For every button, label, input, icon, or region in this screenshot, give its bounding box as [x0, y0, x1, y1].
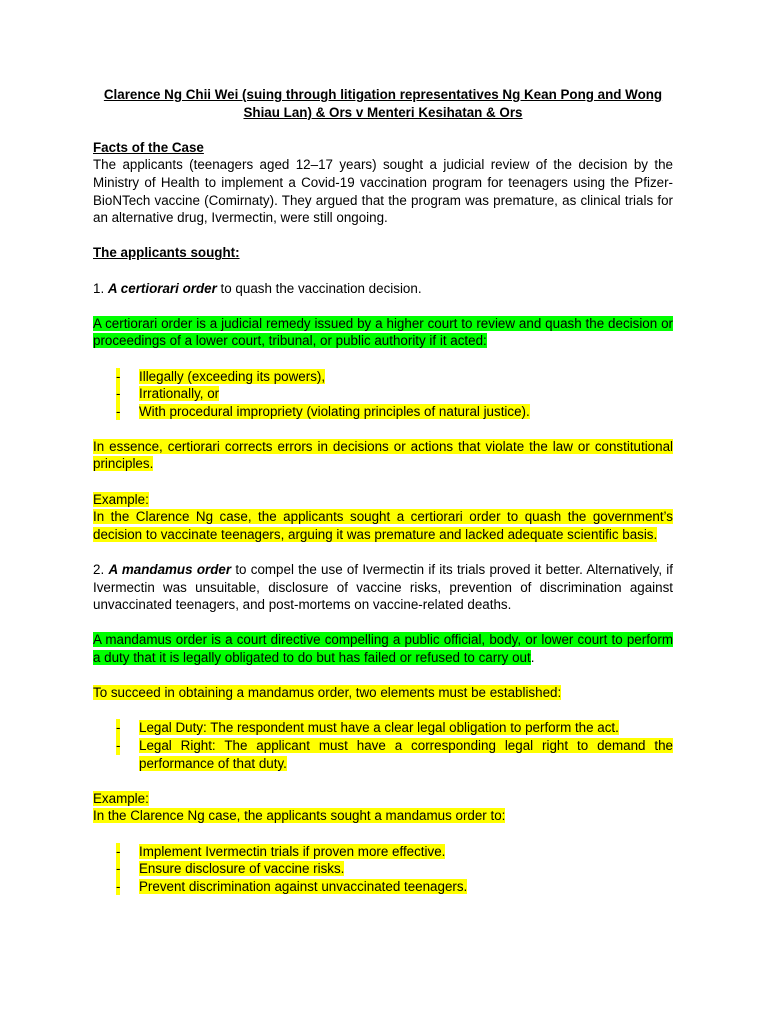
- certiorari-rest: to quash the vaccination decision.: [220, 280, 422, 296]
- facts-heading: Facts of the Case: [93, 139, 204, 155]
- certiorari-example-text: In the Clarence Ng case, the applicants sought a certiorari order to quash the government’s decision to vaccinate teenagers, arguing it was premature and lacked adequate scientific basis.: [93, 509, 673, 542]
- list-item: - Ensure disclosure of vaccine risks.: [116, 861, 345, 877]
- certiorari-example-label: Example:: [93, 491, 149, 507]
- mandamus-elements-intro: To succeed in obtaining a mandamus order, two elements must be established:: [93, 685, 562, 701]
- list-item: - Legal Duty: The respondent must have a clear legal obligation to perform the act.: [116, 720, 619, 736]
- mandamus-rest: to compel the use of Ivermectin if its trials proved it better. Alternatively, if Ivermectin was unsuitable, disclosure of vaccine risks, prevention of discrimination against unvaccinated teenagers, and post-mortems on vaccine-related deaths.: [93, 562, 673, 613]
- certiorari-item: [93, 280, 673, 298]
- mandamus-item: [93, 561, 673, 614]
- case-title: Clarence Ng Chii Wei (suing through litigation representatives Ng Kean Pong and Wong Shiau Lan) & Ors v Menteri Kesihatan & Ors: [103, 87, 663, 120]
- list-item: - Prevent discrimination against unvaccinated teenagers.: [116, 878, 468, 894]
- list-item: - Illegally (exceeding its powers),: [116, 368, 326, 384]
- item-number: 1.: [93, 280, 105, 296]
- mandamus-example-text: In the Clarence Ng case, the applicants sought a mandamus order to:: [93, 808, 506, 824]
- mandamus-term: A mandamus order: [108, 562, 232, 578]
- certiorari-bullets: [93, 368, 673, 421]
- item-number: 2.: [93, 562, 105, 578]
- mandamus-definition: A mandamus order is a court directive compelling a public official, body, or lower court to perform a duty that it is legally obligated to do but has failed or refused to carry out.: [93, 632, 673, 665]
- list-item: - With procedural impropriety (violating principles of natural justice).: [116, 403, 530, 419]
- certiorari-essence: In essence, certiorari corrects errors in decisions or actions that violate the law or constitutional principles.: [93, 438, 673, 472]
- mandamus-example-bullets: [93, 843, 673, 896]
- list-item: - Irrationally, or: [116, 386, 220, 402]
- facts-body: The applicants (teenagers aged 12–17 years) sought a judicial review of the decision by the Ministry of Health to implement a Covid-19 vaccination program for teenagers using the Pfizer-BioNTech vaccine (Comirnaty). They argued that the program was premature, as clinical trials for an alternative drug, Ivermectin, were still ongoing.: [93, 157, 673, 226]
- list-item: - Legal Right: The applicant must have a corresponding legal right to demand the performance of that duty.: [116, 737, 673, 771]
- mandamus-example-label: Example:: [93, 790, 149, 806]
- certiorari-definition: A certiorari order is a judicial remedy issued by a higher court to review and quash the decision or proceedings of a lower court, tribunal, or public authority if it acted:: [93, 315, 673, 349]
- document-page: [93, 86, 673, 895]
- list-item: - Implement Ivermectin trials if proven more effective.: [116, 843, 446, 859]
- sought-heading: The applicants sought:: [93, 245, 240, 261]
- mandamus-elements: [93, 719, 673, 772]
- certiorari-term: A certiorari order: [107, 280, 217, 296]
